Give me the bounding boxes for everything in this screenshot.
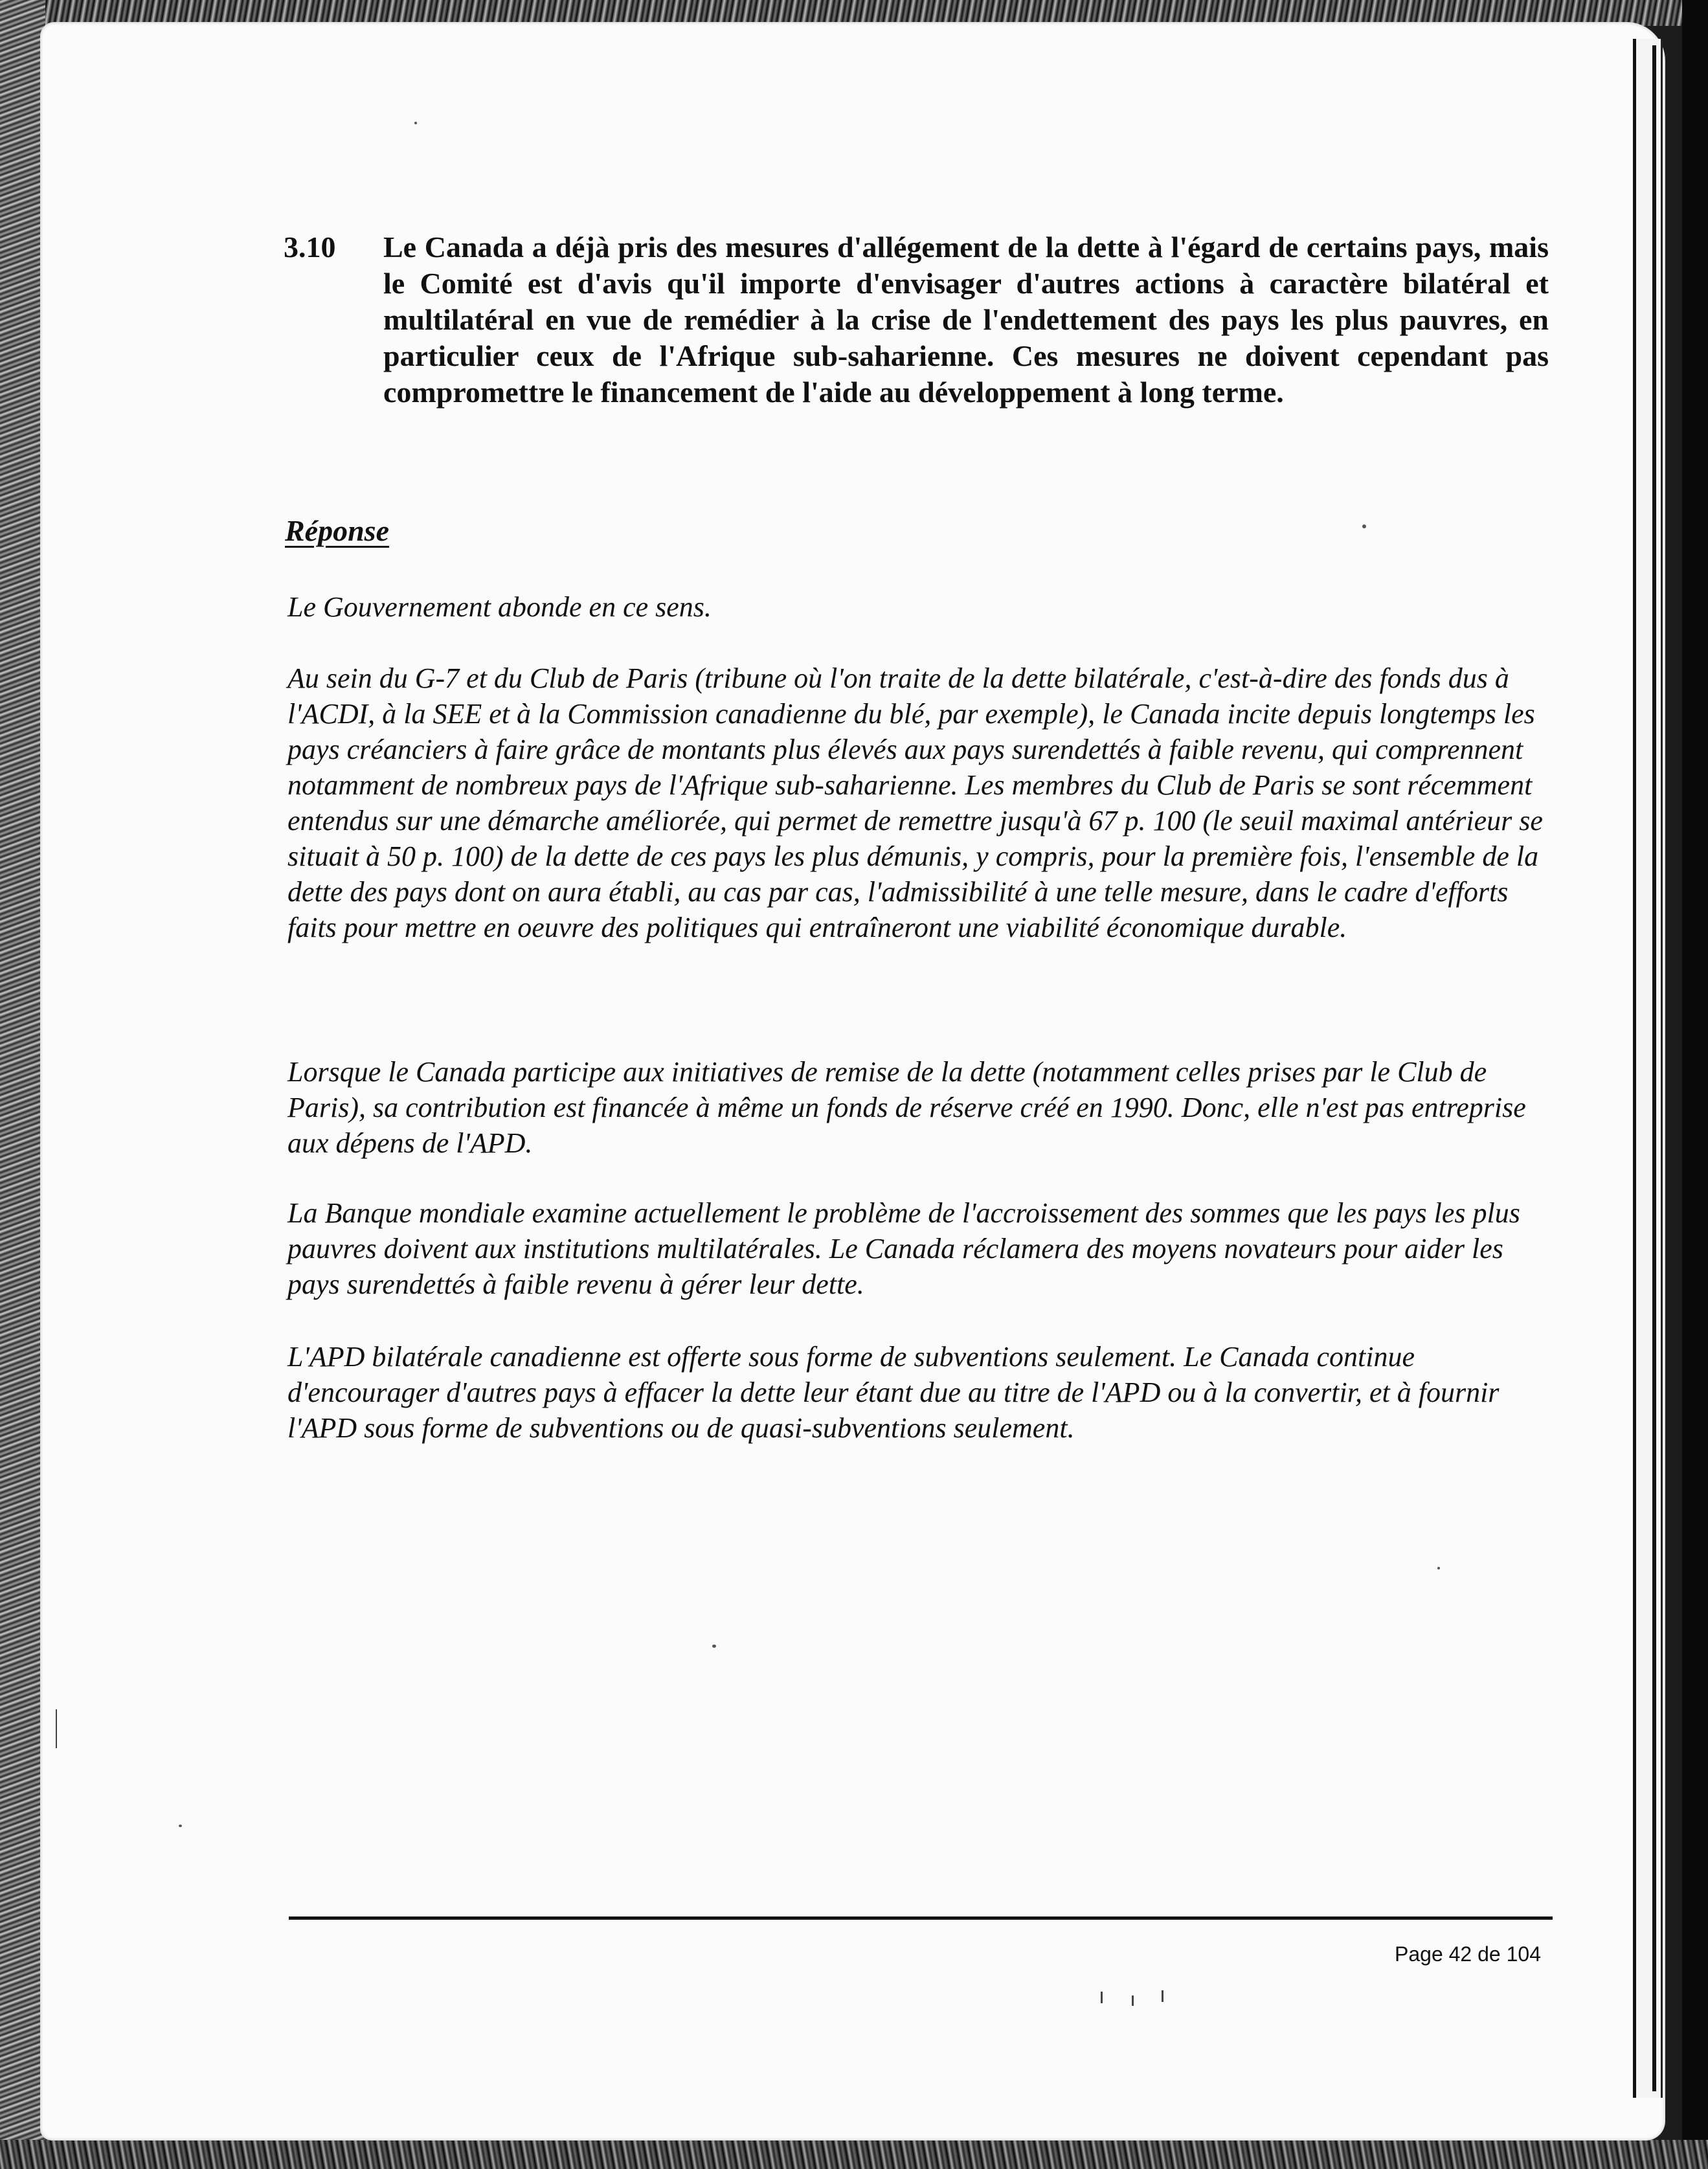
scan-speck — [179, 1825, 182, 1827]
recommendation-number: 3.10 — [284, 230, 336, 264]
binder-line — [1652, 45, 1656, 2091]
scan-mark — [56, 1709, 57, 1748]
response-paragraph: L'APD bilatérale canadienne est offerte sous forme de subventions seulement. Le Canada continue d'encourager d'autres pays à effacer la dette leur étant due au titre de l'APD ou à la convertir, et à fournir l'APD sous forme de subventions ou de quasi-subventions seulement. — [287, 1341, 1500, 1444]
scan-mark — [1101, 1992, 1103, 2003]
response-paragraph: Au sein du G-7 et du Club de Paris (tribune où l'on traite de la dette bilatérale, c'est-à-dire des fonds dus à l'ACDI, à la SEE et à la Commission canadienne du blé, par exemple), le Canada incite depuis longtemps les pays créanciers à faire grâce de montants plus élevés aux pays surendettés à faible revenu, qui comprennent notamment de nombreux pays de l'Afrique sub-saharienne. Les membres du Club de Paris se sont récemment entendus sur une démarche améliorée, qui permet de remettre jusqu'à 67 p. 100 (le seuil maximal antérieur se situait à 50 p. 100) de la dette de ces pays les plus démunis, y compris, pour la première fois, l'ensemble de la dette des pays dont on aura établi, au cas par cas, l'admissibilité à une telle mesure, dans le cadre d'efforts faits pour mettre en oeuvre des politiques qui entraîneront une viabilité économique durable. — [287, 662, 1543, 943]
scan-mark — [1162, 1990, 1163, 2002]
footer-rule — [289, 1916, 1553, 1920]
scan-speck — [414, 122, 417, 124]
response-paragraph: Lorsque le Canada participe aux initiatives de remise de la dette (notamment celles prises par le Club de Paris), sa contribution est financée à même un fonds de réserve créé en 1990. Donc, elle n'est pas entreprise aux dépens de l'APD. — [287, 1056, 1526, 1159]
scan-speck — [1437, 1567, 1440, 1569]
page-number: Page 42 de 104 — [1395, 1942, 1541, 1966]
scan-mark — [1132, 1995, 1134, 2006]
response-heading: Réponse — [285, 514, 389, 547]
scan-speck — [1362, 524, 1366, 528]
scan-edge-right — [1682, 0, 1708, 2169]
scan-edge-left — [0, 0, 45, 2169]
scan-edge-bottom — [0, 2140, 1708, 2169]
binder-edge — [1633, 39, 1663, 2098]
response-paragraph: La Banque mondiale examine actuellement le problème de l'accroissement des sommes que les pays les plus pauvres doivent aux institutions multilatérales. Le Canada réclamera des moyens novateurs pour aider les pays surendettés à faible revenu à gérer leur dette. — [287, 1197, 1520, 1300]
scan-speck — [712, 1645, 716, 1648]
response-paragraph: Le Gouvernement abonde en ce sens. — [287, 591, 712, 623]
recommendation-text: Le Canada a déjà pris des mesures d'allégement de la dette à l'égard de certains pays, mais le Comité est d'avis qu'il importe d'envisager d'autres actions à caractère bilatéral et multilatéral en vue de remédier à la crise de l'endettement des pays les plus pauvres, en particulier ceux de l'Afrique sub-saharienne. Ces mesures ne doivent cependant pas compromettre le financement de l'aide au développement à long terme. — [383, 230, 1549, 409]
